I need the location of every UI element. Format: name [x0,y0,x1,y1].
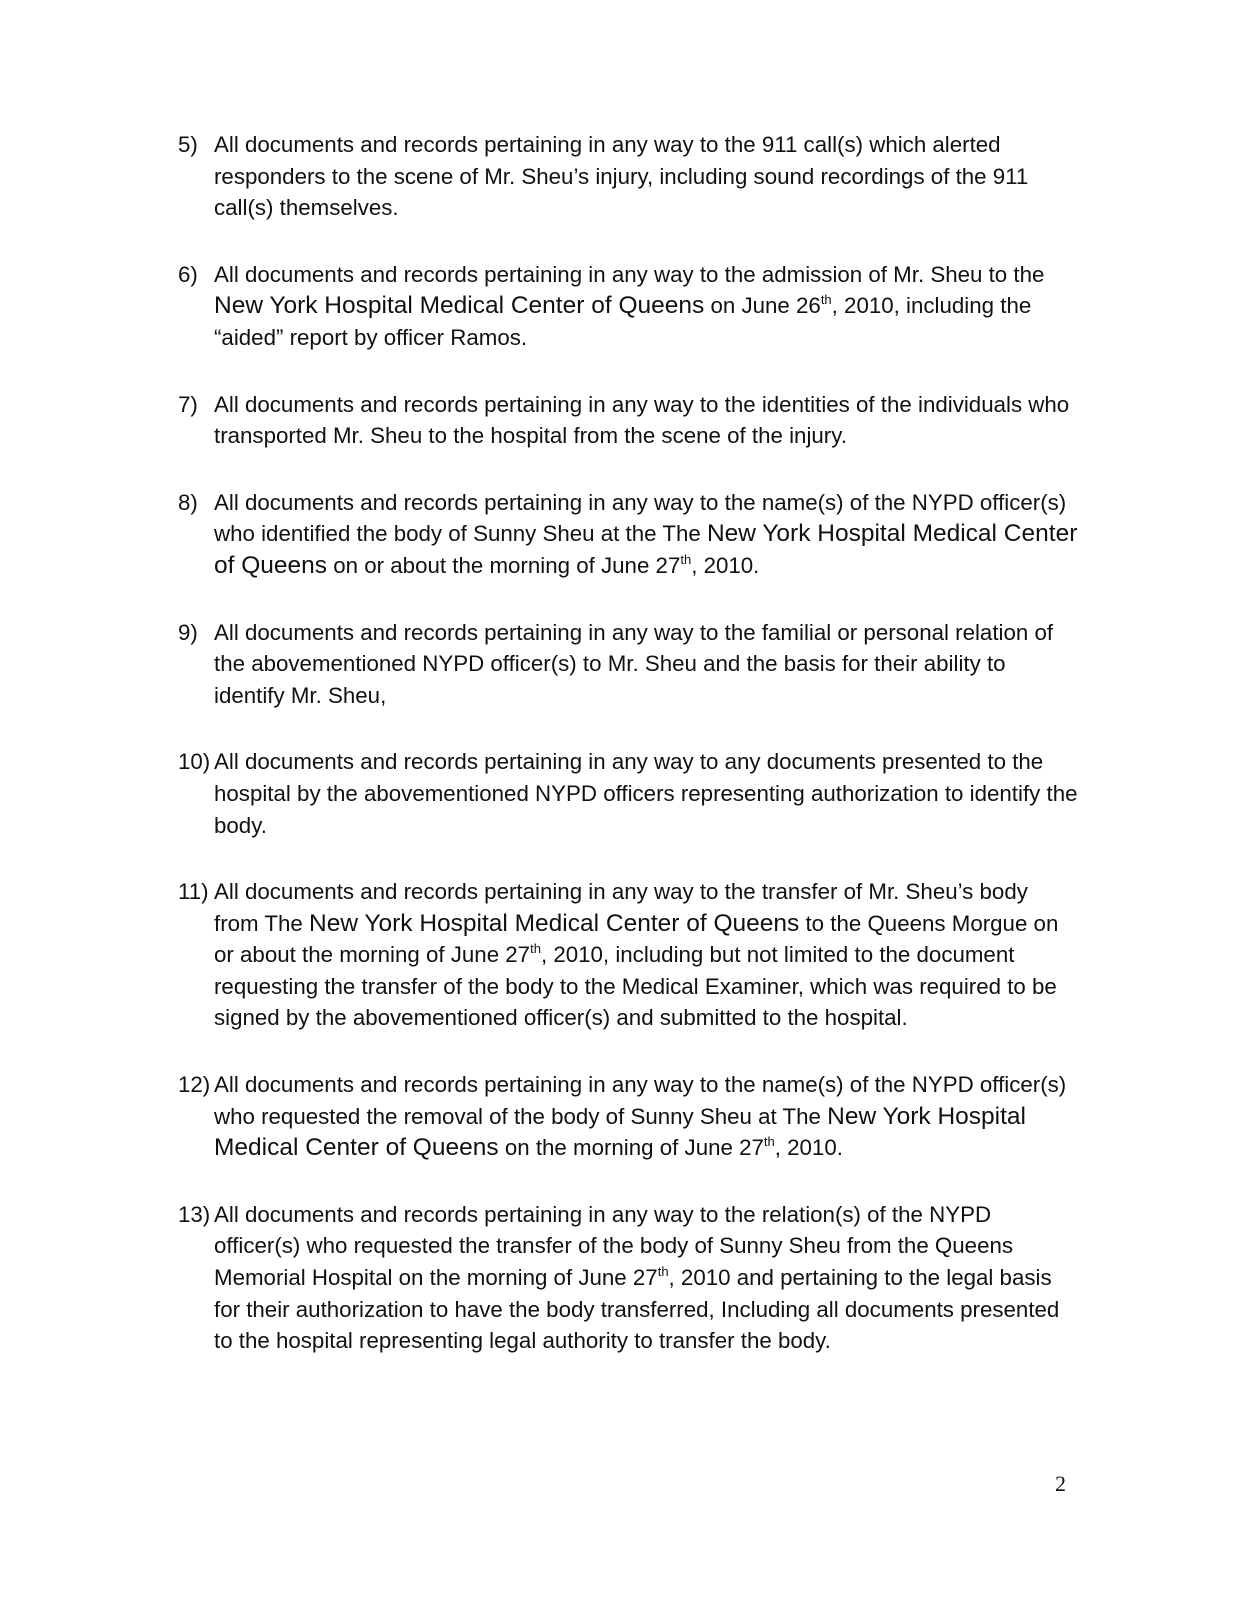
item-text [214,389,1078,452]
item-text [214,259,1078,354]
list-item [178,129,1078,224]
text-segment: All documents and records pertaining in any way to the relation(s) of the NYPD officer(s) who requested the transfer of the body of Sunny Sheu from the Queens Memorial Hospital on the morning of June 27 [214,1201,1014,1291]
text-segment: All documents and records pertaining in any way to the 911 call(s) which alerted responders to the scene of Mr. Sheu’s injury, including sound recordings of the 911 call(s) themselves. [214,132,1029,221]
text-segment: , 2010 and pertaining to the legal basis for their authorization to have the body transferred, Including all documents presented to the hospital representing legal authority to transfer the body. [214,1265,1060,1354]
list-item [178,259,1078,354]
text-segment: on June 26 [704,293,821,319]
item-number: 8) [178,489,198,515]
request-list [178,129,1078,1392]
text-segment: All documents and records pertaining in any way to the familial or personal relation of the abovementioned NYPD officer(s) to Mr. Sheu and the basis for their ability to identify Mr. Sheu, [214,619,1054,708]
text-segment: on or about the morning of June 27 [327,552,681,578]
list-item [178,876,1078,1034]
text-segment: All documents and records pertaining in any way to the name(s) of the NYPD officer(s) who identified the body of Sunny Sheu at the The [214,489,1067,547]
item-number: 11) [178,879,209,905]
item-number: 5) [178,132,198,157]
text-segment: All documents and records pertaining in any way to the name(s) of the NYPD officer(s) who requested the removal of the body of Sunny Sheu at The [214,1072,1067,1129]
item-number: 9) [178,619,198,645]
text-segment: to the Queens Morgue on or about the morning of June 27 [214,910,1059,968]
text-segment: on the morning of June 27 [498,1135,764,1161]
ordinal-suffix: th [763,1133,775,1149]
text-segment: , 2010, including the “aided” report by officer Ramos. [214,293,1032,350]
item-text [214,129,1078,224]
item-number: 6) [178,261,198,287]
list-item [178,1199,1078,1357]
text-segment: , 2010, including but not limited to the document requesting the transfer of the body to the Medical Examiner, which was required to be signed by the abovementioned officer(s) and submitted to the hospital. [214,942,1057,1031]
item-number: 13) [178,1201,211,1227]
list-item [178,389,1078,452]
list-item [178,746,1078,841]
hospital-name: New York Hospital Medical Center of Queens [214,520,1078,579]
item-text [214,746,1078,841]
ordinal-suffix: th [820,291,832,307]
list-item [178,1069,1078,1164]
list-item [178,617,1078,712]
page-number: 2 [1055,1471,1066,1496]
text-segment: All documents and records pertaining in any way to any documents presented to the hospital by the abovementioned NYPD officers representing authorization to identify the body. [214,749,1078,838]
ordinal-suffix: th [680,551,692,567]
text-segment: All documents and records pertaining in any way to the identities of the individuals who transported Mr. Sheu to the hospital from the scene of the injury. [214,391,1070,449]
text-segment: All documents and records pertaining in any way to the transfer of Mr. Sheu’s body from The [214,879,1028,936]
hospital-name: New York Hospital Medical Center of Queens [309,909,800,937]
text-segment: , 2010. [691,552,760,578]
text-segment: All documents and records pertaining in any way to the admission of Mr. Sheu to the [214,261,1045,287]
ordinal-suffix: th [657,1263,669,1279]
item-text [214,487,1078,582]
item-text [214,876,1078,1034]
ordinal-suffix: th [530,940,541,956]
text-segment: , 2010. [774,1135,843,1161]
item-text [214,617,1078,712]
item-number: 7) [178,391,198,417]
list-item [178,487,1078,582]
hospital-name: New York Hospital Medical Center of Queens [214,1102,1026,1162]
item-text [214,1069,1078,1164]
item-number: 12) [178,1072,211,1098]
item-number: 10) [178,749,211,775]
hospital-name: New York Hospital Medical Center of Queens [214,292,705,320]
item-text [214,1199,1078,1357]
